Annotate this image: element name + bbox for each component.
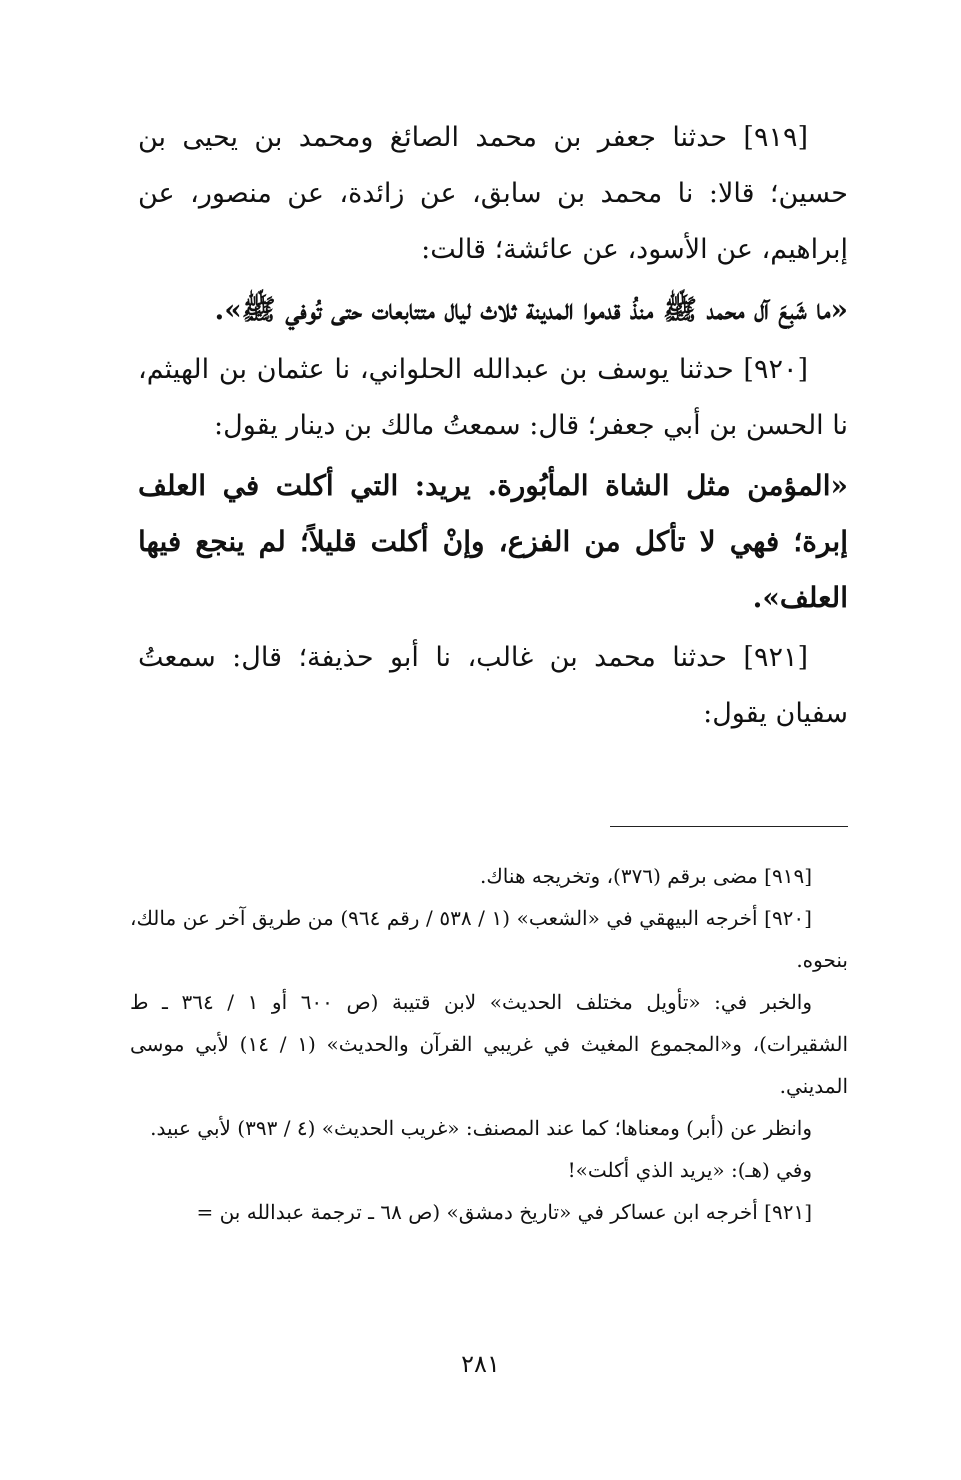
hadith-920-matn: «المؤمن مثل الشاة المأبُورة. يريد: التي أكلت في العلف إبرة؛ فهي لا تأكل من الفزع، وإنْ أكلت قليلاً؛ لم ينجع فيها العلف».: [138, 469, 848, 614]
hadith-920-isnad: [٩٢٠] حدثنا يوسف بن عبدالله الحلواني، نا عثمان بن الهيثم، نا الحسن بن أبي جعفر؛ قال: سمعتُ مالك بن دينار يقول:: [138, 354, 848, 441]
hadith-919-matn: «ما شَبِعَ آل محمد ﷺ منذُ قدموا المدينة ثلاث ليال متتابعات حتى تُوفي ﷺ».: [214, 293, 848, 326]
page-number: ٢٨١: [461, 1350, 500, 1378]
main-text: [138, 110, 848, 746]
footnote-920-variant: وفي (هـ): «يريد الذي أكلت»!: [567, 1158, 812, 1182]
footnote-921: [٩٢١] أخرجه ابن عساكر في «تاريخ دمشق» (ص ٦٨ ـ ترجمة عبدالله بن =: [196, 1200, 812, 1224]
footnote-920: [٩٢٠] أخرجه البيهقي في «الشعب» (١ / ٥٣٨ / رقم ٩٦٤) من طريق آخر عن مالك، بنحوه.: [130, 906, 848, 972]
hadith-919-isnad: [٩١٩] حدثنا جعفر بن محمد الصائغ ومحمد بن يحيى بن حسين؛ قالا: نا محمد بن سابق، عن زائدة، عن منصور، عن إبراهيم، عن الأسود، عن عائشة؛ قالت:: [138, 122, 848, 265]
footnote-separator: [610, 826, 848, 827]
footnote-920-sources: والخبر في: «تأويل مختلف الحديث» لابن قتيبة (ص ٦٠٠ أو ١ / ٣٦٤ ـ ط الشقيرات)، و«المجموع المغيث في غريبي القرآن والحديث» (١ / ١٤) لأبي موسى المديني.: [130, 990, 848, 1098]
footnote-919: [٩١٩] مضى برقم (٣٧٦)، وتخريجه هناك.: [479, 864, 812, 888]
footnote-920-see-also: وانظر عن (أبر) ومعناها؛ كما عند المصنف: «غريب الحديث» (٤ / ٣٩٣) لأبي عبيد.: [150, 1116, 812, 1140]
hadith-921-isnad: [٩٢١] حدثنا محمد بن غالب، نا أبو حذيفة؛ قال: سمعتُ سفيان يقول:: [138, 642, 848, 729]
footnotes: [130, 855, 848, 1233]
